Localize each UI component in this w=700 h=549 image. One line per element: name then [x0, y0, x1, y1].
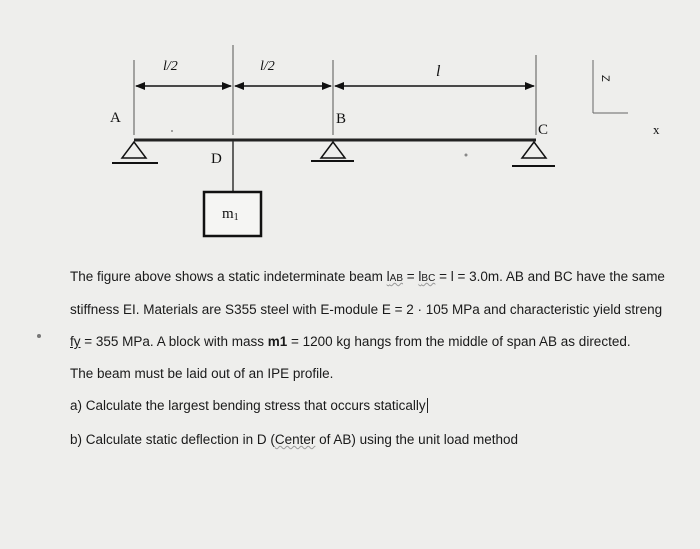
- l-ab: lAB: [386, 269, 404, 284]
- beam-mark-a: [171, 130, 173, 132]
- text-run: The figure above shows a static indeterminate beam: [70, 269, 387, 284]
- point-label-b: B: [336, 111, 347, 127]
- axis-label-z: Z: [599, 75, 611, 82]
- beam-diagram: [0, 0, 700, 260]
- point-label-c: C: [538, 122, 549, 138]
- text-run: = 1200 kg hangs from the middle of span AB as directed.: [287, 334, 631, 349]
- coordinate-axes: [593, 60, 628, 113]
- beam-mark-b: [465, 154, 468, 157]
- problem-line-5: [70, 396, 428, 416]
- bullet-mark: [37, 334, 41, 338]
- problem-line-4: The beam must be laid out of an IPE profile.: [70, 366, 334, 381]
- dimension-extension-lines: [134, 45, 536, 135]
- text-run: = l = 3.0m. AB and BC have the same: [435, 269, 665, 284]
- dim-label-full: l: [436, 63, 441, 80]
- text-run: = 355 MPa. A block with mass: [80, 334, 268, 349]
- l-bc: lBC: [418, 269, 436, 284]
- support-a: [112, 142, 158, 163]
- axis-label-x: x: [653, 122, 660, 137]
- support-c: [512, 142, 555, 166]
- point-label-a: A: [110, 110, 121, 126]
- m1-symbol: m1: [267, 334, 288, 349]
- dim-label-half-1: l/2: [163, 59, 178, 74]
- question-a: a) Calculate the largest bending stress that occurs statically: [70, 398, 426, 413]
- problem-line-3: [70, 332, 631, 352]
- fy-symbol: fy: [70, 334, 81, 349]
- text-run: b) Calculate static deflection in D (: [70, 432, 275, 447]
- support-b: [311, 142, 354, 161]
- problem-line-1: [70, 267, 665, 287]
- mass-label: m1: [222, 206, 239, 223]
- point-label-d: D: [211, 151, 222, 167]
- center-word: Center: [274, 432, 316, 447]
- dim-label-half-2: l/2: [260, 59, 275, 74]
- problem-line-6: [70, 430, 518, 450]
- text-run: of AB) using the unit load method: [315, 432, 519, 447]
- problem-line-2: stiffness EI. Materials are S355 steel with E-module E = 2 · 105 MPa and characteristic yield streng: [70, 302, 663, 317]
- text-run: =: [403, 269, 419, 284]
